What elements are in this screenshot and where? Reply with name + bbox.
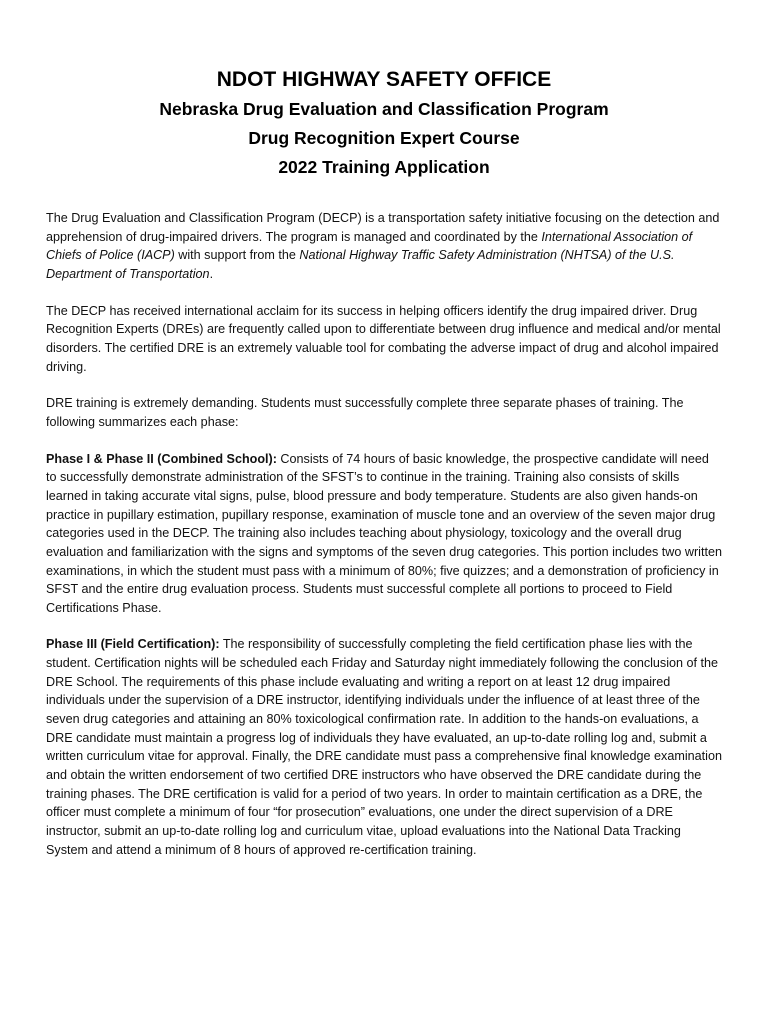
phase-3-paragraph bbox=[46, 635, 722, 859]
program-title: Nebraska Drug Evaluation and Classification Program bbox=[159, 99, 609, 119]
document-header bbox=[46, 66, 722, 182]
intro-paragraph-acclaim: The DECP has received international acclaim for its success in helping officers identify the drug impaired driver. Drug Recognition Experts (DREs) are frequently called upon to differentiate between drug influence and medical and/or mental disorders. The certified DRE is an extremely valuable tool for combating the adverse impact of drug and alcohol impaired driving. bbox=[46, 303, 721, 374]
nhtsa-reference: National Highway Traffic Safety Administration (NHTSA) of the U.S. Department of Transportation bbox=[46, 248, 675, 281]
intro-text-end: . bbox=[209, 266, 214, 281]
office-title: NDOT HIGHWAY SAFETY OFFICE bbox=[216, 68, 552, 91]
intro-text-part1: The Drug Evaluation and Classification Program (DECP) is a transportation safety initiative focusing on the detection and apprehension of drug-impaired drivers. The program is managed and coordinated by the bbox=[46, 211, 720, 244]
intro-paragraph-decp bbox=[46, 209, 722, 284]
phase-1-2-text: Consists of 74 hours of basic knowledge, the prospective candidate will need to successfully demonstrate administration of the SFST’s to continue in the training. Training also consists of skills learned in taking accurate vital signs, pulse, blood pressure and body temperature. Students are also given hands-on practice in pupillary estimation, pupillary response, examination of muscle tone and an overview of the seven major drug categories used in the DECP. The training also includes teaching about physiology, toxicology and the overall drug evaluation and familiarization with the signs and symptoms of the seven drug categories. This portion includes two written examinations, in which the student must pass with a minimum of 80%; five quizzes; and a demonstration of proficiency in SFST and the entire drug evaluation process. Students must successful complete all portions to proceed to Field Certifications Phase. bbox=[46, 451, 722, 615]
intro-text-part2: with support from the bbox=[174, 248, 300, 263]
intro-paragraph-training: DRE training is extremely demanding. Students must successfully complete three separate phases of training. The following summarizes each phase: bbox=[46, 396, 684, 429]
course-title: Drug Recognition Expert Course bbox=[248, 128, 520, 148]
iacp-reference: International Association of Chiefs of Police (IACP) bbox=[46, 229, 693, 263]
phase-3-text: The responsibility of successfully completing the field certification phase lies with the student. Certification nights will be scheduled each Friday and Saturday night immediately following the conclusion of the DRE School. The requirements of this phase include evaluating and writing a report on at least 12 drug impaired individuals under the supervision of a DRE instructor, identifying individuals under the influence of at least three of the seven drug categories and attaining an 80% toxicological confirmation rate. In addition to the hands-on evaluations, a DRE candidate must maintain a progress log of individuals they have evaluated, an up-to-date rolling log and, submit a written curriculum vitae for approval. Finally, the DRE candidate must pass a comprehensive final knowledge examination and obtain the written endorsement of two certified DRE instructors who have observed the DRE candidate during the training phases. The DRE certification is valid for a period of two years. In order to maintain certification as a DRE, the officer must complete a minimum of four “for prosecution” evaluations, one under the direct supervision of a DRE instructor, submit an up-to-date rolling log and curriculum vitae, upload evaluations into the National Data Tracking System and attend a minimum of 8 hours of approved re-certification training. bbox=[46, 637, 722, 857]
phase-1-2-title: Phase I & Phase II (Combined School): bbox=[46, 451, 277, 466]
application-title: 2022 Training Application bbox=[278, 157, 490, 177]
phase-1-2-paragraph bbox=[46, 450, 722, 618]
phase-3-title: Phase III (Field Certification): bbox=[46, 637, 220, 652]
